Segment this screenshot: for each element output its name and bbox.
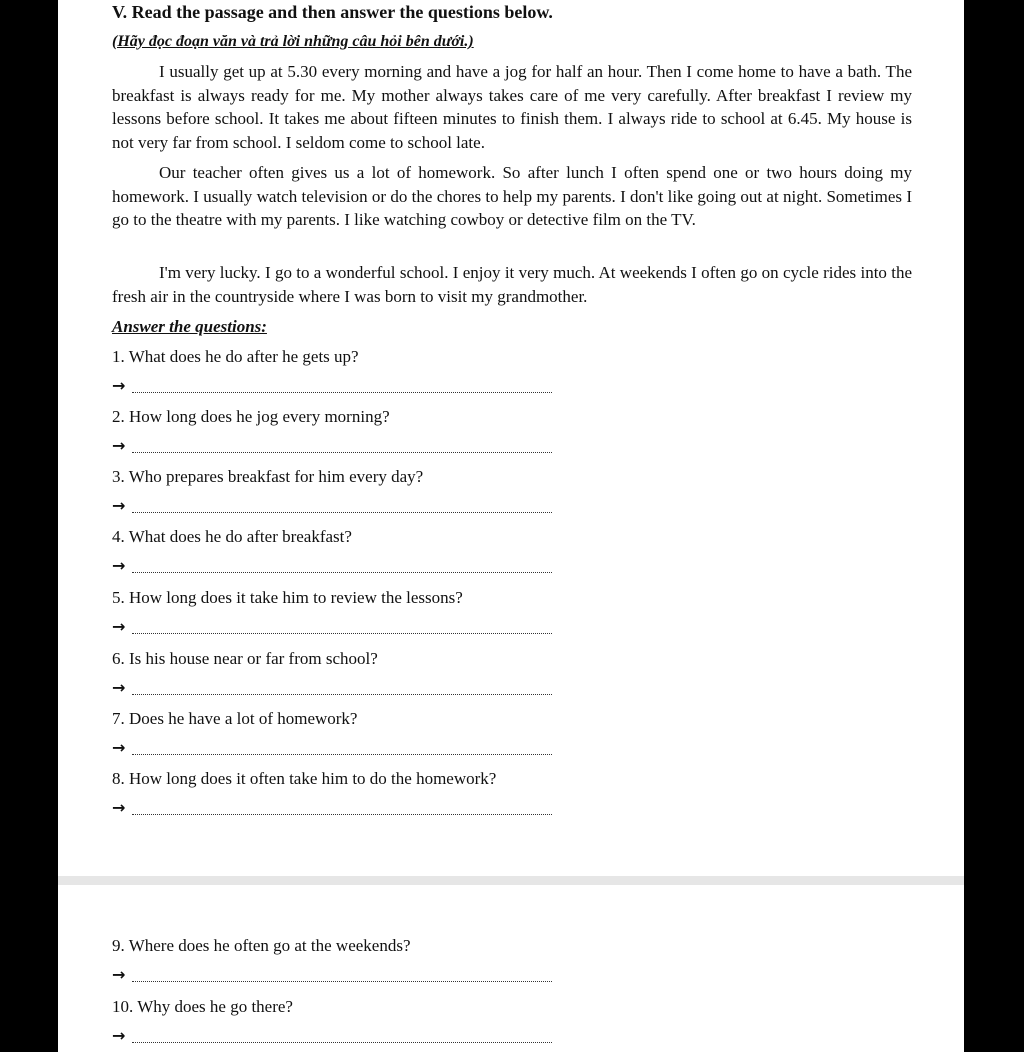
dotted-line	[132, 754, 552, 755]
dotted-line	[132, 814, 552, 815]
question-3: 3. Who prepares breakfast for him every day?	[112, 467, 424, 486]
arrow-icon: →	[112, 556, 126, 575]
arrow-icon: →	[112, 496, 126, 515]
exercise-heading: V. Read the passage and then answer the questions below.	[112, 2, 553, 22]
arrow-icon: →	[112, 965, 126, 984]
arrow-icon: →	[112, 1026, 126, 1045]
dotted-line	[132, 452, 552, 453]
question-9: 9. Where does he often go at the weekends?	[112, 936, 411, 955]
worksheet-page	[58, 0, 964, 1052]
question-2: 2. How long does he jog every morning?	[112, 407, 390, 426]
answer-line-7[interactable]	[112, 737, 552, 759]
dotted-line	[132, 1042, 552, 1043]
answer-line-6[interactable]	[112, 677, 552, 699]
question-1: 1. What does he do after he gets up?	[112, 347, 359, 366]
dotted-line	[132, 512, 552, 513]
question-4: 4. What does he do after breakfast?	[112, 527, 352, 546]
passage-paragraph-3: I'm very lucky. I go to a wonderful school. I enjoy it very much. At weekends I often go on cycle rides into the fresh air in the countryside where I was born to visit my grandmother.	[112, 263, 912, 306]
dotted-line	[132, 392, 552, 393]
question-8: 8. How long does it often take him to do the homework?	[112, 769, 497, 788]
arrow-icon: →	[112, 738, 126, 757]
passage-paragraph-2: Our teacher often gives us a lot of homework. So after lunch I often spend one or two hours doing my homework. I usually watch television or do the chores to help my parents. I don't like going out at night. Sometimes I go to the theatre with my parents. I like watching cowboy or detective film on the TV.	[112, 163, 912, 229]
arrow-icon: →	[112, 798, 126, 817]
answer-line-3[interactable]	[112, 495, 552, 517]
arrow-icon: →	[112, 436, 126, 455]
question-7: 7. Does he have a lot of homework?	[112, 709, 358, 728]
answer-line-4[interactable]	[112, 555, 552, 577]
arrow-icon: →	[112, 376, 126, 395]
question-6: 6. Is his house near or far from school?	[112, 649, 378, 668]
answer-line-8[interactable]	[112, 797, 552, 819]
answer-section-title: Answer the questions:	[112, 317, 267, 336]
answer-line-2[interactable]	[112, 435, 552, 457]
dotted-line	[132, 633, 552, 634]
dotted-line	[132, 572, 552, 573]
exercise-subheading: (Hãy đọc đoạn văn và trả lời những câu hỏi bên dưới.)	[112, 33, 474, 50]
answer-line-9[interactable]	[112, 964, 552, 986]
arrow-icon: →	[112, 617, 126, 636]
dotted-line	[132, 981, 552, 982]
answer-line-1[interactable]	[112, 375, 552, 397]
question-10: 10. Why does he go there?	[112, 997, 293, 1016]
dotted-line	[132, 694, 552, 695]
question-5: 5. How long does it take him to review the lessons?	[112, 588, 463, 607]
answer-line-10[interactable]	[112, 1025, 552, 1047]
arrow-icon: →	[112, 678, 126, 697]
page-break	[58, 876, 964, 885]
answer-line-5[interactable]	[112, 616, 552, 638]
passage-paragraph-1: I usually get up at 5.30 every morning and have a jog for half an hour. Then I come home to have a bath. The breakfast is always ready for me. My mother always takes care of me very carefully. After breakfast I review my lessons before school. It takes me about fifteen minutes to finish them. I always ride to school at 6.45. My house is not very far from school. I seldom come to school late.	[112, 62, 912, 152]
